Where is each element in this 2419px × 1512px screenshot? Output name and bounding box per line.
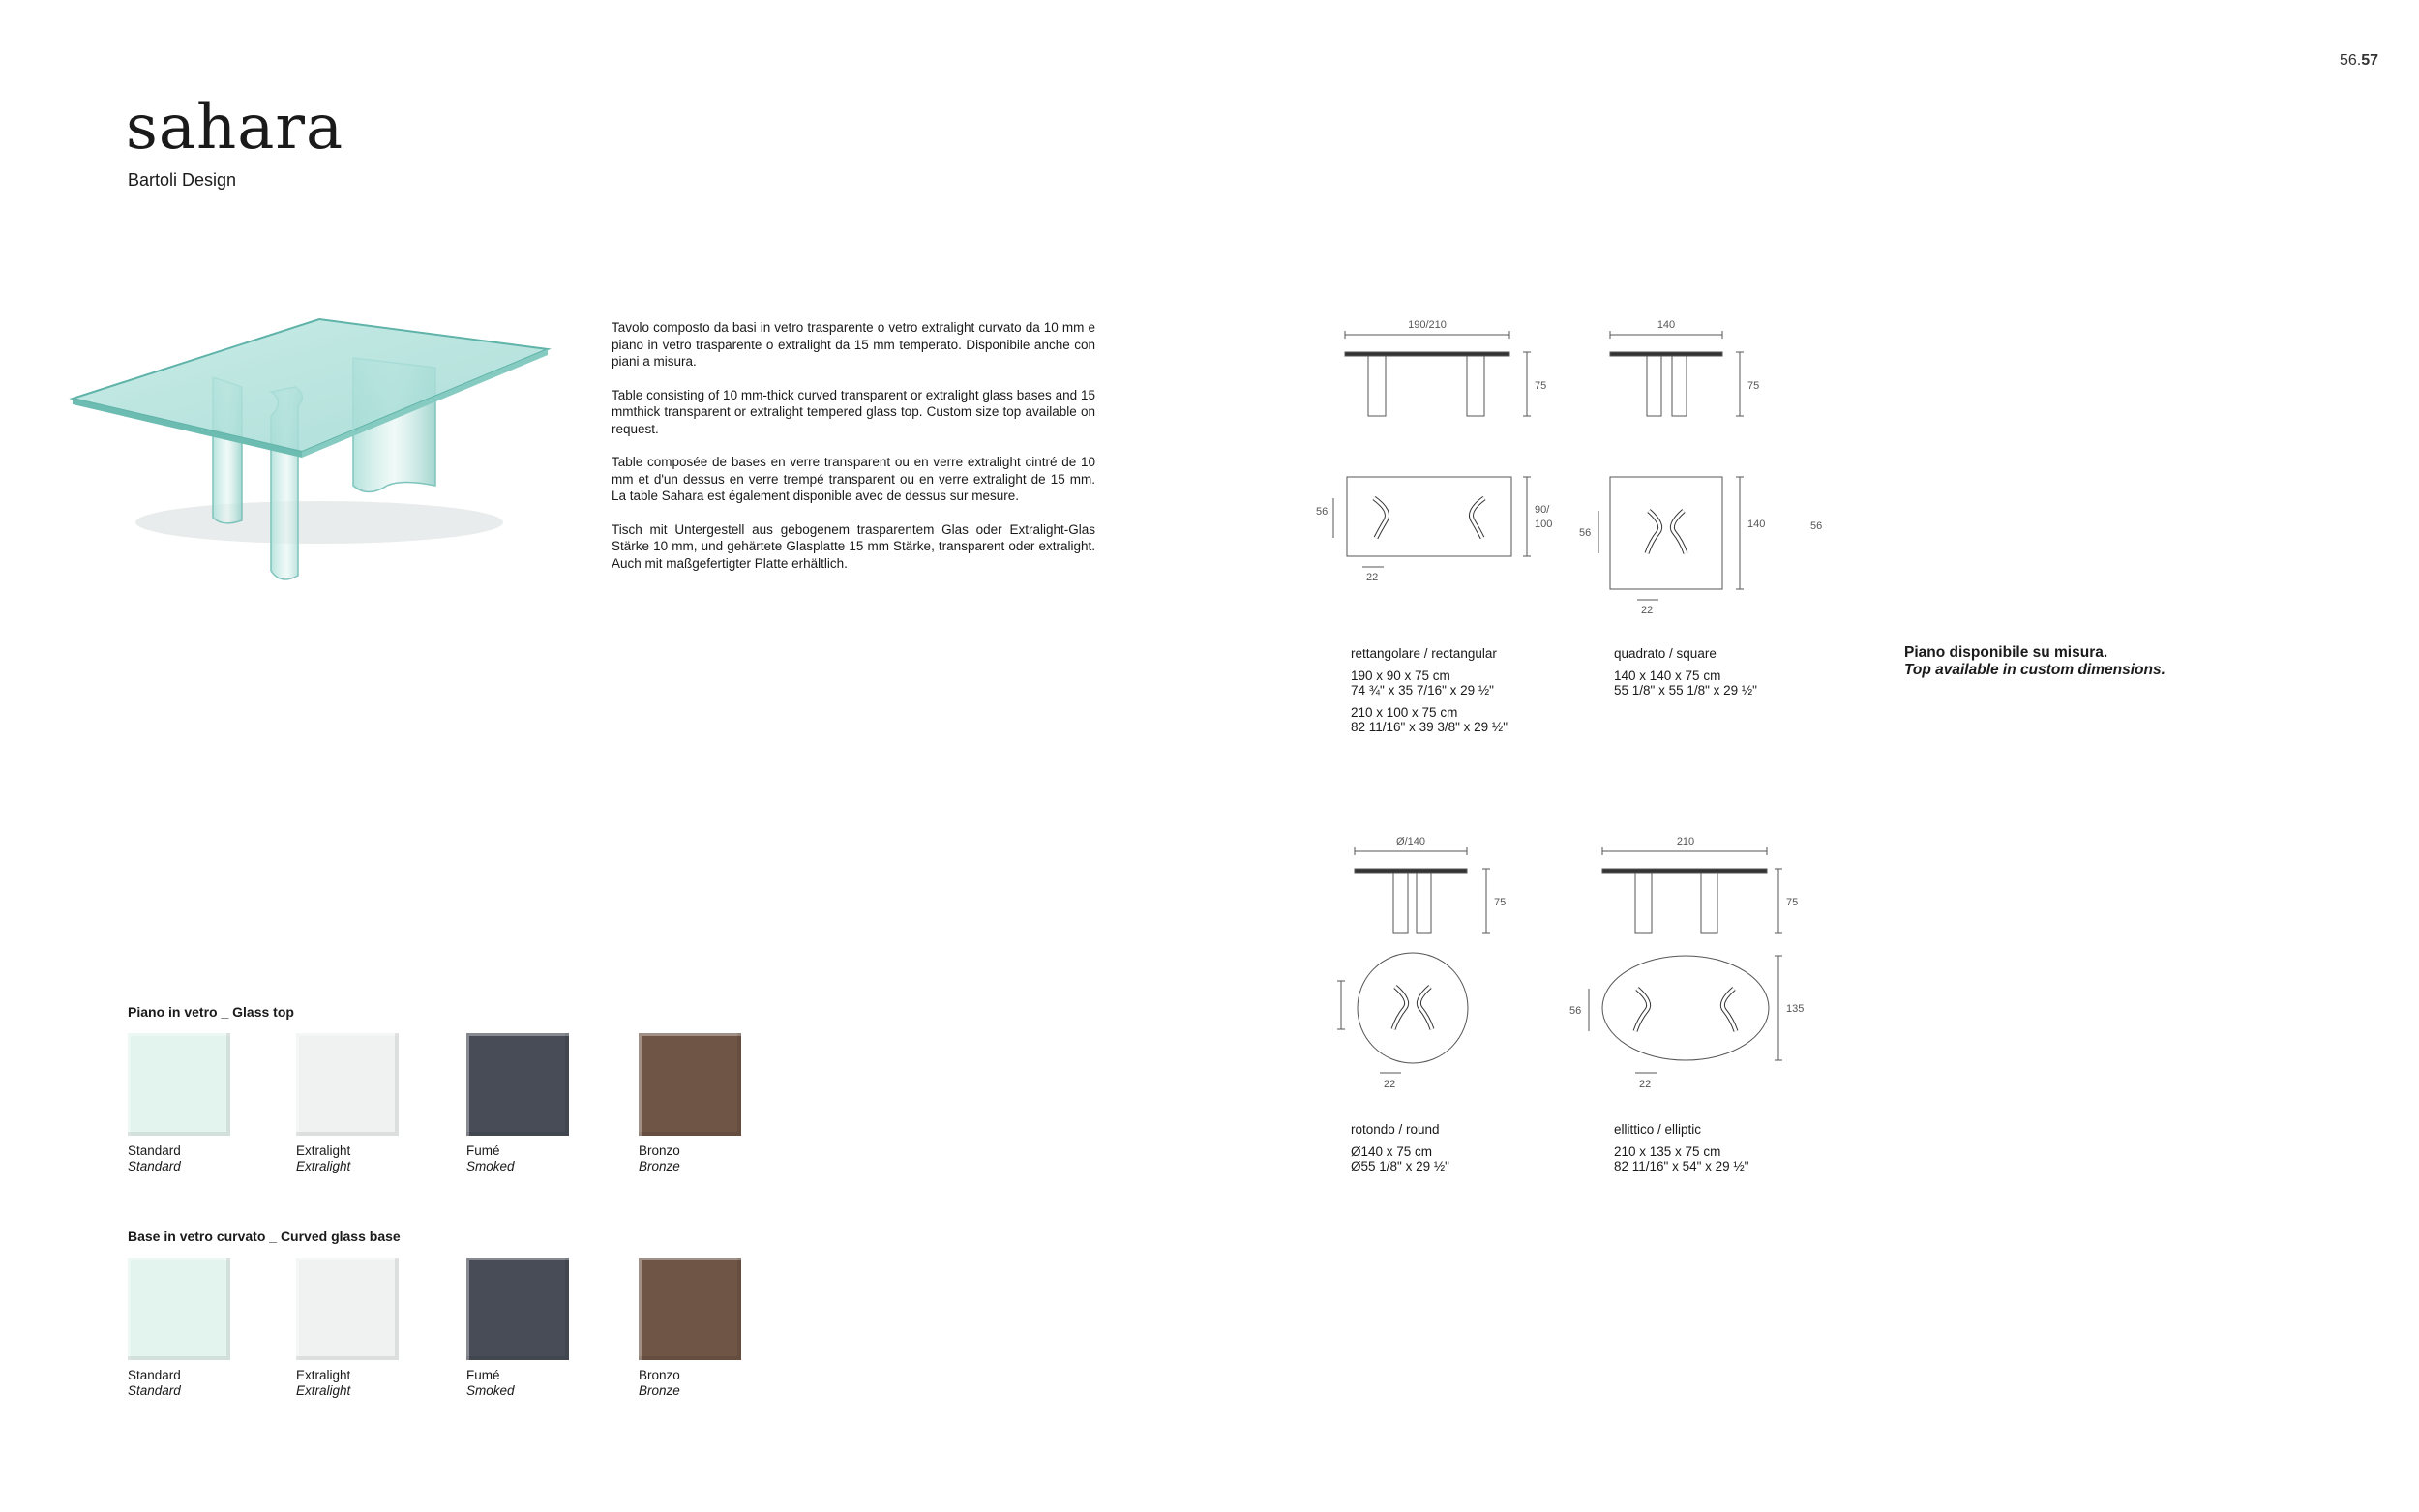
dim-width-label: 140 [1657,319,1676,331]
spec-name: quadrato / square [1614,646,1717,661]
spec-dim: 74 ¾" x 35 7/16" x 29 ½" [1351,683,1494,697]
spec-dim: Ø55 1/8" x 29 ½" [1351,1159,1449,1173]
spec-dim: 140 x 140 x 75 cm [1614,668,1721,683]
description-de: Tisch mit Untergestell aus gebogenem trasparentem Glas oder Extralight-Glas Stärke 10 mm, und gehärtete Glasplatte 15 mm Stärke, transparent oder extralight. Auch mit maßgefertigter Platte erhältlich. [612,521,1095,571]
dim-height-label: 75 [1535,380,1547,392]
page-number [2340,52,2378,70]
dim-leg-label: 22 [1639,1079,1652,1090]
spec-dim: 210 x 135 x 75 cm [1614,1144,1721,1159]
swatch-bronze[interactable] [639,1033,741,1136]
dim-height-label: 75 [1747,380,1760,392]
product-designer: Bartoli Design [128,170,237,190]
spec-dim: 82 11/16" x 54" x 29 ½" [1614,1159,1749,1173]
swatch-smoked[interactable] [466,1033,569,1136]
dim-depth-label: 140 [1747,519,1766,530]
glass-base-title: Base in vetro curvato _ Curved glass base [128,1229,401,1244]
dim-width-label: 210 [1676,836,1695,847]
spec-dim: 55 1/8" x 55 1/8" x 29 ½" [1614,683,1757,697]
spec-dim: Ø140 x 75 cm [1351,1144,1433,1159]
glass-top-title: Piano in vetro _ Glass top [128,1004,294,1020]
custom-size-note [1904,644,2165,679]
custom-note-en: Top available in custom dimensions. [1904,662,2165,678]
spec-name: rettangolare / rectangular [1351,646,1497,661]
page-number-current: 57 [2361,52,2378,69]
dim-depth-label-2: 100 [1535,519,1553,530]
description-en: Table consisting of 10 mm-thick curved transparent or extralight glass bases and 15 mmthick transparent or extralight tempered glass top. Custom size top available on request. [612,387,1095,436]
dim-offset-label: 56 [1569,1005,1582,1017]
glass-top-swatches [128,1033,805,1140]
swatch-bronze[interactable] [639,1258,741,1360]
dim-leg-label: 22 [1384,1079,1396,1090]
swatch-label: Extralight Extralight [296,1368,351,1398]
product-image [58,232,561,609]
spec-dim: 82 11/16" x 39 3/8" x 29 ½" [1351,720,1508,734]
swatch-standard[interactable] [128,1258,230,1360]
dim-width-label: 190/210 [1408,319,1447,331]
spec-name: rotondo / round [1351,1122,1440,1137]
dim-depth-label: 135 [1786,1003,1805,1015]
dim-leg-label: 22 [1366,572,1379,583]
dim-width-label: Ø/140 [1396,836,1425,847]
dim-depth-label: 90/ [1535,504,1550,516]
custom-note-it: Piano disponibile su misura. [1904,644,2108,661]
description-it: Tavolo composto da basi in vetro trasparente o vetro extralight curvato da 10 mm e piano in vetro trasparente o extralight da 15 mm temperato. Disponibile anche con piani a misura. [612,320,1095,369]
swatch-extralight[interactable] [296,1258,399,1360]
spec-square [1614,646,1757,697]
diagram-rectangular [1306,310,1577,605]
swatch-standard[interactable] [128,1033,230,1136]
spec-dim: 190 x 90 x 75 cm [1351,668,1450,683]
swatch-label: Extralight Extralight [296,1143,351,1173]
diagram-square [1568,310,1838,624]
spec-name: ellittico / elliptic [1614,1122,1702,1137]
diagram-elliptic [1558,826,1809,1112]
dim-offset-label: 56 [1579,527,1592,539]
spec-rectangular [1351,646,1508,734]
swatch-label: Fumé Smoked [466,1143,515,1173]
dim-height-label: 75 [1494,897,1507,908]
swatch-label: Bronzo Bronze [639,1143,680,1173]
glass-base-swatches [128,1258,805,1364]
spec-dim: 210 x 100 x 75 cm [1351,705,1458,720]
product-description [612,319,1095,588]
product-title: sahara [126,92,344,163]
swatch-label: Fumé Smoked [466,1368,515,1398]
spec-round [1351,1122,1449,1173]
dim-height-label: 75 [1786,897,1799,908]
dim-outside-label: 56 [1810,520,1823,532]
description-fr: Table composée de bases en verre transparent ou en verre extralight cintré de 10 mm et d'un dessus en verre trempé transparent ou en verre extralight de 15 mm. La table Sahara est également disponible avec de dessus sur mesure. [612,455,1095,503]
dim-leg-label: 22 [1641,605,1654,616]
page-number-prefix: 56. [2339,52,2362,69]
swatch-label: Bronzo Bronze [639,1368,680,1398]
swatch-label: Standard Standard [128,1368,181,1398]
spec-elliptic [1614,1122,1748,1173]
swatch-smoked[interactable] [466,1258,569,1360]
swatch-label: Standard Standard [128,1143,181,1173]
diagram-round [1316,826,1548,1112]
swatch-extralight[interactable] [296,1033,399,1136]
dim-offset-label: 56 [1316,506,1329,518]
